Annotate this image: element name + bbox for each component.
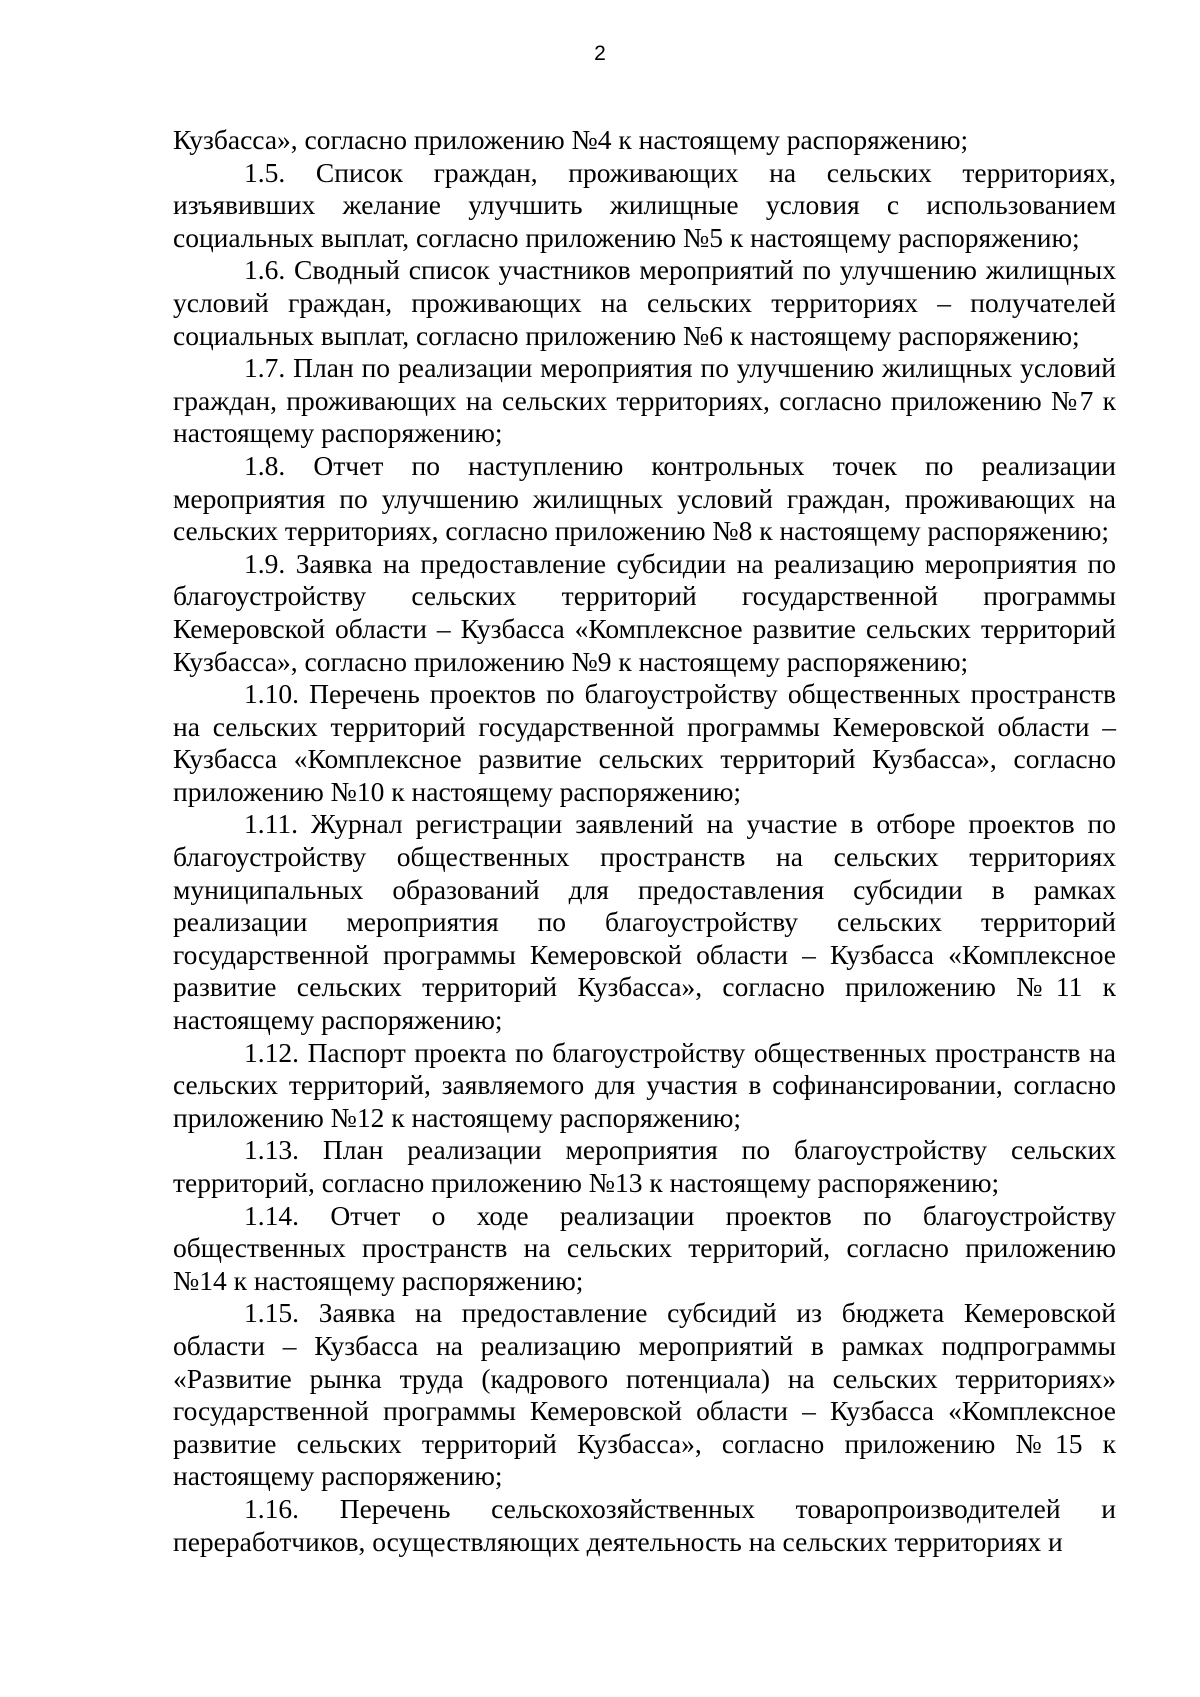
paragraph-1-12: 1.12. Паспорт проекта по благоустройству общественных пространств на сельских территорий, заявляемого для участия в софинансировании, согласно приложению №12 к настоящему распоряжению; [173,1036,1116,1133]
paragraph-1-7: 1.7. План по реализации мероприятия по улучшению жилищных условий граждан, проживающих на сельских территориях, согласно приложению №7 к настоящему распоряжению; [173,352,1116,449]
paragraph-1-8: 1.8. Отчет по наступлению контрольных точек по реализации мероприятия по улучшению жилищных условий граждан, проживающих на сельских территориях, согласно приложению №8 к настоящему распоряжению; [173,449,1116,547]
paragraph-1-16: 1.16. Перечень сельскохозяйственных товаропроизводителей и переработчиков, осуществляющих деятельность на сельских территориях и [173,1492,1116,1557]
paragraph-1-14: 1.14. Отчет о ходе реализации проектов по благоустройству общественных пространств на сельских территорий, согласно приложению №14 к настоящему распоряжению; [173,1199,1116,1296]
paragraph-1-13: 1.13. План реализации мероприятия по благоустройству сельских территорий, согласно приложению №13 к настоящему распоряжению; [173,1134,1116,1198]
paragraph-1-6: 1.6. Сводный список участников мероприятий по улучшению жилищных условий граждан, проживающих на сельских территориях – получателей социальных выплат, согласно приложению №6 к настоящему распоряжению; [173,254,1116,351]
paragraph-1-11: 1.11. Журнал регистрации заявлений на участие в отборе проектов по благоустройству общественных пространств на сельских территориях муниципальных образований для предоставления субсидии в рамках реализации мероприятия по благоустройству сельских территорий государственной программы Кемеровской области – Кузбасса «Комплексное развитие сельских территорий Кузбасса», согласно приложению №11 к настоящему распоряжению; [173,808,1116,1036]
paragraph-1-10: 1.10. Перечень проектов по благоустройству общественных пространств на сельских территорий государственной программы Кемеровской области – Кузбасса «Комплексное развитие сельских территорий Кузбасса», согласно приложению №10 к настоящему распоряжению; [173,678,1116,807]
paragraph-1-9: 1.9. Заявка на предоставление субсидии на реализацию мероприятия по благоустройству сельских территорий государственной программы Кемеровской области – Кузбасса «Комплексное развитие сельских территорий Кузбасса», согласно приложению №9 к настоящему распоряжению; [173,547,1116,677]
page-number: 2 [594,42,606,65]
paragraph-1-5: 1.5. Список граждан, проживающих на сельских территориях, изъявивших желание улучшить жилищные условия с использованием социальных выплат, согласно приложению №5 к настоящему распоряжению; [173,156,1116,253]
paragraph-1-15: 1.15. Заявка на предоставление субсидий из бюджета Кемеровской области – Кузбасса на реализацию мероприятий в рамках подпрограммы «Развитие рынка труда (кадрового потенциала) на сельских территориях» государственной программы Кемеровской области – Кузбасса «Комплексное развитие сельских территорий Кузбасса», согласно приложению №15 к настоящему распоряжению; [173,1297,1116,1492]
document-body [173,124,1116,1558]
paragraph-continuation: Кузбасса», согласно приложению №4 к настоящему распоряжению; [173,124,969,155]
